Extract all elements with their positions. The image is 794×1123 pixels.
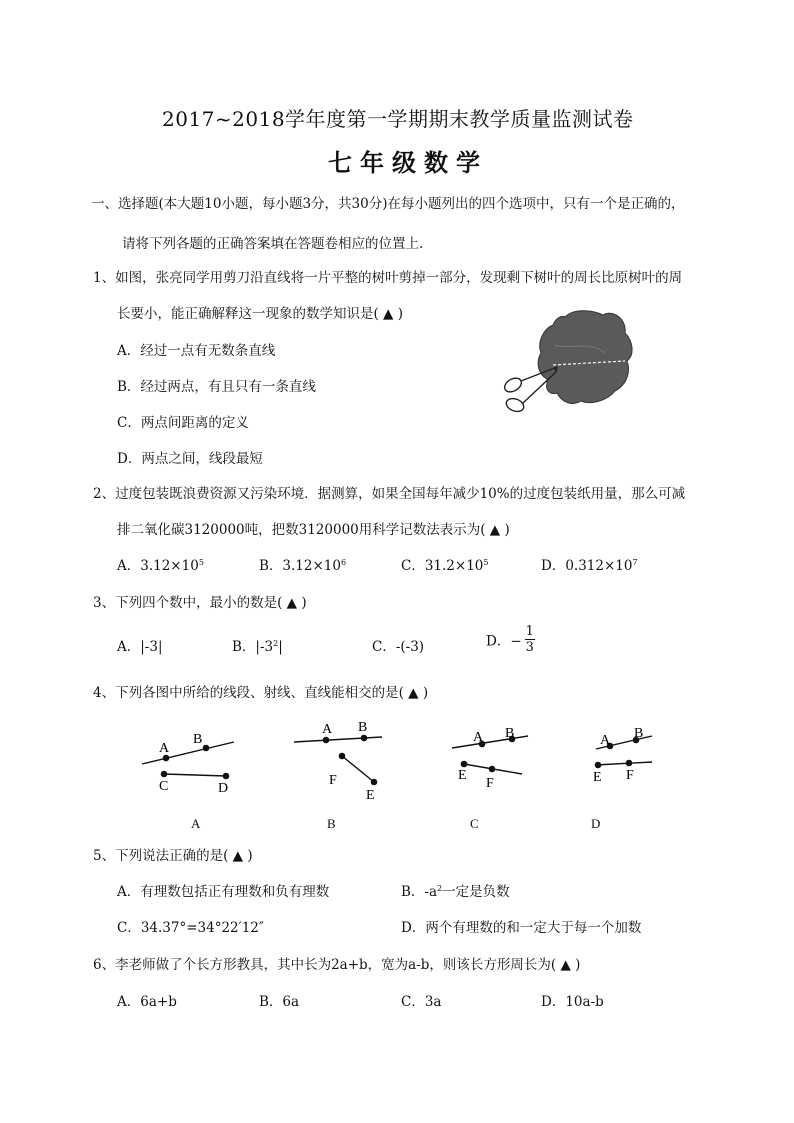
exam-title: 2017~2018学年度第一学期期末教学质量监测试卷 [162,107,634,131]
fig-d-point-f: F [626,768,634,783]
question-2-option-a: A．$3.12\times 10^5$ [117,558,204,574]
question-1-line2: 长要小，能正确解释这一现象的数学知识是( ▲ ) [117,306,403,322]
question-1-line1: 1、如图，张亮同学用剪刀沿直线将一片平整的树叶剪掉一部分，发现剩下树叶的周长比原树叶的周 [93,270,683,286]
question-2-option-b: B．$3.12\times 10^6$ [259,558,347,574]
fig-d-point-e: E [593,770,602,785]
question-5-option-c: C．34.37°=34°22′12″ [117,920,264,936]
question-2-option-c: C．$31.2\times 10^5$ [401,558,489,574]
question-6-option-b: B．6a [259,994,300,1010]
question-3-option-d: D．− $\frac{1}{3}$ [486,624,534,655]
question-6-option-a: A．6a+b [117,994,177,1010]
figure-b [294,735,382,784]
fig-a-point-a: A [159,741,170,756]
fig-a-point-b: B [193,732,203,747]
leaf-shape [538,311,632,404]
figure-label-d: D [591,816,601,831]
intersection-figures [130,712,670,807]
fig-c-point-a: A [473,730,484,745]
figure-a [142,742,234,779]
fig-c-point-f: F [486,776,494,791]
question-1-option-a: A．经过一点有无数条直线 [117,343,276,359]
question-3-option-b: B．$|-3^2|$ [232,639,283,655]
section-instructions-line1: 一、选择题(本大题10小题，每小题3分，共30分)在每小题列出的四个选项中，只有一个是正确的， [91,196,685,212]
question-4-line1: 4、下列各图中所给的线段、射线、直线能相交的是( ▲ ) [93,685,429,701]
fig-b-point-a: A [322,722,333,737]
figure-label-c: C [470,816,479,831]
question-1-option-c: C．两点间距离的定义 [117,415,249,431]
figure-label-b: B [327,816,336,831]
question-5-option-a: A．有理数包括正有理数和负有理数 [117,884,330,900]
question-3-line1: 3、下列四个数中，最小的数是( ▲ ) [93,595,307,611]
fig-a-point-c: C [159,779,169,794]
question-6-line1: 6、李老师做了个长方形教具，其中长为2a+b，宽为a-b，则该长方形周长为( ▲ ) [93,957,581,973]
figure-label-a: A [191,816,201,831]
fraction-one-third: $\frac{1}{3}$ [525,624,534,655]
question-2-line2: 排二氧化碳3120000吨，把数3120000用科学记数法表示为( ▲ ) [117,522,510,538]
question-3-option-a: A．|-3| [117,639,163,655]
page-subtitle: 七年级数学 [328,148,488,177]
question-2-option-d: D．$0.312\times 10^7$ [541,558,638,574]
question-1-option-b: B．经过两点，有且只有一条直线 [117,379,316,395]
section-instructions-line2: 请将下列各题的正确答案填在答题卷相应的位置上. [122,236,424,252]
fig-c-point-e: E [458,768,467,783]
question-5-option-d: D．两个有理数的和一定大于每一个加数 [401,920,642,936]
fig-b-point-b: B [358,720,368,735]
fig-d-point-b: B [634,726,644,741]
question-6-option-c: C．3a [401,994,442,1010]
question-5-option-b: B．$-a^2$一定是负数 [401,884,510,900]
question-5-line1: 5、下列说法正确的是( ▲ ) [93,848,253,864]
fig-b-point-f: F [329,773,337,788]
question-1-option-d: D．两点之间，线段最短 [117,451,263,467]
fig-a-point-d: D [218,781,229,796]
fig-c-point-b: B [505,726,515,741]
fig-b-point-e: E [366,788,375,803]
question-6-option-d: D．10a-b [541,994,604,1010]
question-2-line1: 2、过度包装既浪费资源又污染环境．据测算，如果全国每年减少10%的过度包装纸用量，那么可减 [93,486,686,502]
question-3-option-c: C．-(-3) [372,639,425,655]
leaf-scissors-figure [495,305,645,425]
fig-d-point-a: A [600,733,611,748]
